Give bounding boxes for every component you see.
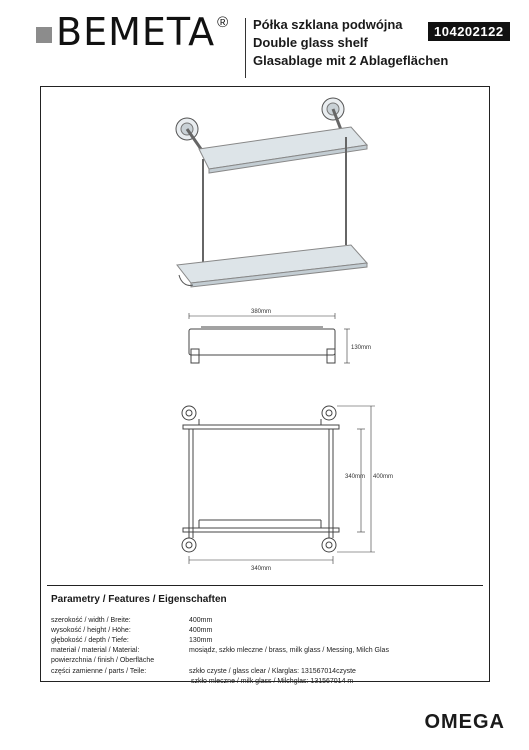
product-code: 104202122: [428, 22, 510, 41]
brand-name: BEMETA: [56, 10, 216, 54]
feature-label: wysokość / height / Höhe:: [51, 627, 131, 634]
title-en: Double glass shelf: [253, 35, 368, 50]
title-de: Glasablage mit 2 Ablageflächen: [253, 53, 449, 68]
feature-value: szkło czyste / glass clear / Klarglas: 131567014czyste: [189, 668, 356, 675]
series-name: OMEGA: [424, 711, 505, 733]
dim-inner-height-label: 340mm: [345, 474, 366, 480]
feature-label: powierzchnia / finish / Oberfläche: [51, 657, 155, 664]
product-titles: [253, 16, 448, 70]
feature-label: szerokość / width / Breite:: [51, 617, 131, 624]
feature-value: mosiądz, szkło mleczne / brass, milk glass / Messing, Milch Glas: [189, 647, 389, 654]
dim-total-height-label: 400mm: [373, 474, 394, 480]
drawing-frame: [40, 86, 490, 685]
feature-value: 400mm: [189, 617, 213, 624]
dim-width-label: 380mm: [251, 309, 272, 315]
feature-value: 130mm: [189, 637, 213, 644]
front-view: [182, 406, 375, 564]
side-view: [189, 313, 350, 363]
feature-label: materiał / material / Material:: [51, 647, 140, 654]
product-illustration: [176, 98, 367, 287]
dim-inner-width-label: 340mm: [251, 566, 272, 572]
features-divider: [47, 585, 483, 586]
feature-value: 400mm: [189, 627, 213, 634]
feature-label: części zamienne / parts / Teile:: [51, 668, 147, 675]
registered-mark: ®: [217, 13, 229, 31]
logo-square: [36, 27, 52, 43]
feature-label: głębokość / depth / Tiefe:: [51, 637, 129, 644]
brand-logo: [36, 10, 228, 54]
features-title: Parametry / Features / Eigenschaften: [51, 594, 227, 605]
title-pl: Półka szklana podwójna: [253, 17, 403, 32]
header-divider: [245, 18, 246, 78]
dim-depth-label: 130mm: [351, 345, 372, 351]
feature-value: szkło mleczne / milk glass / Milchglas: 131567014 m: [191, 678, 354, 685]
